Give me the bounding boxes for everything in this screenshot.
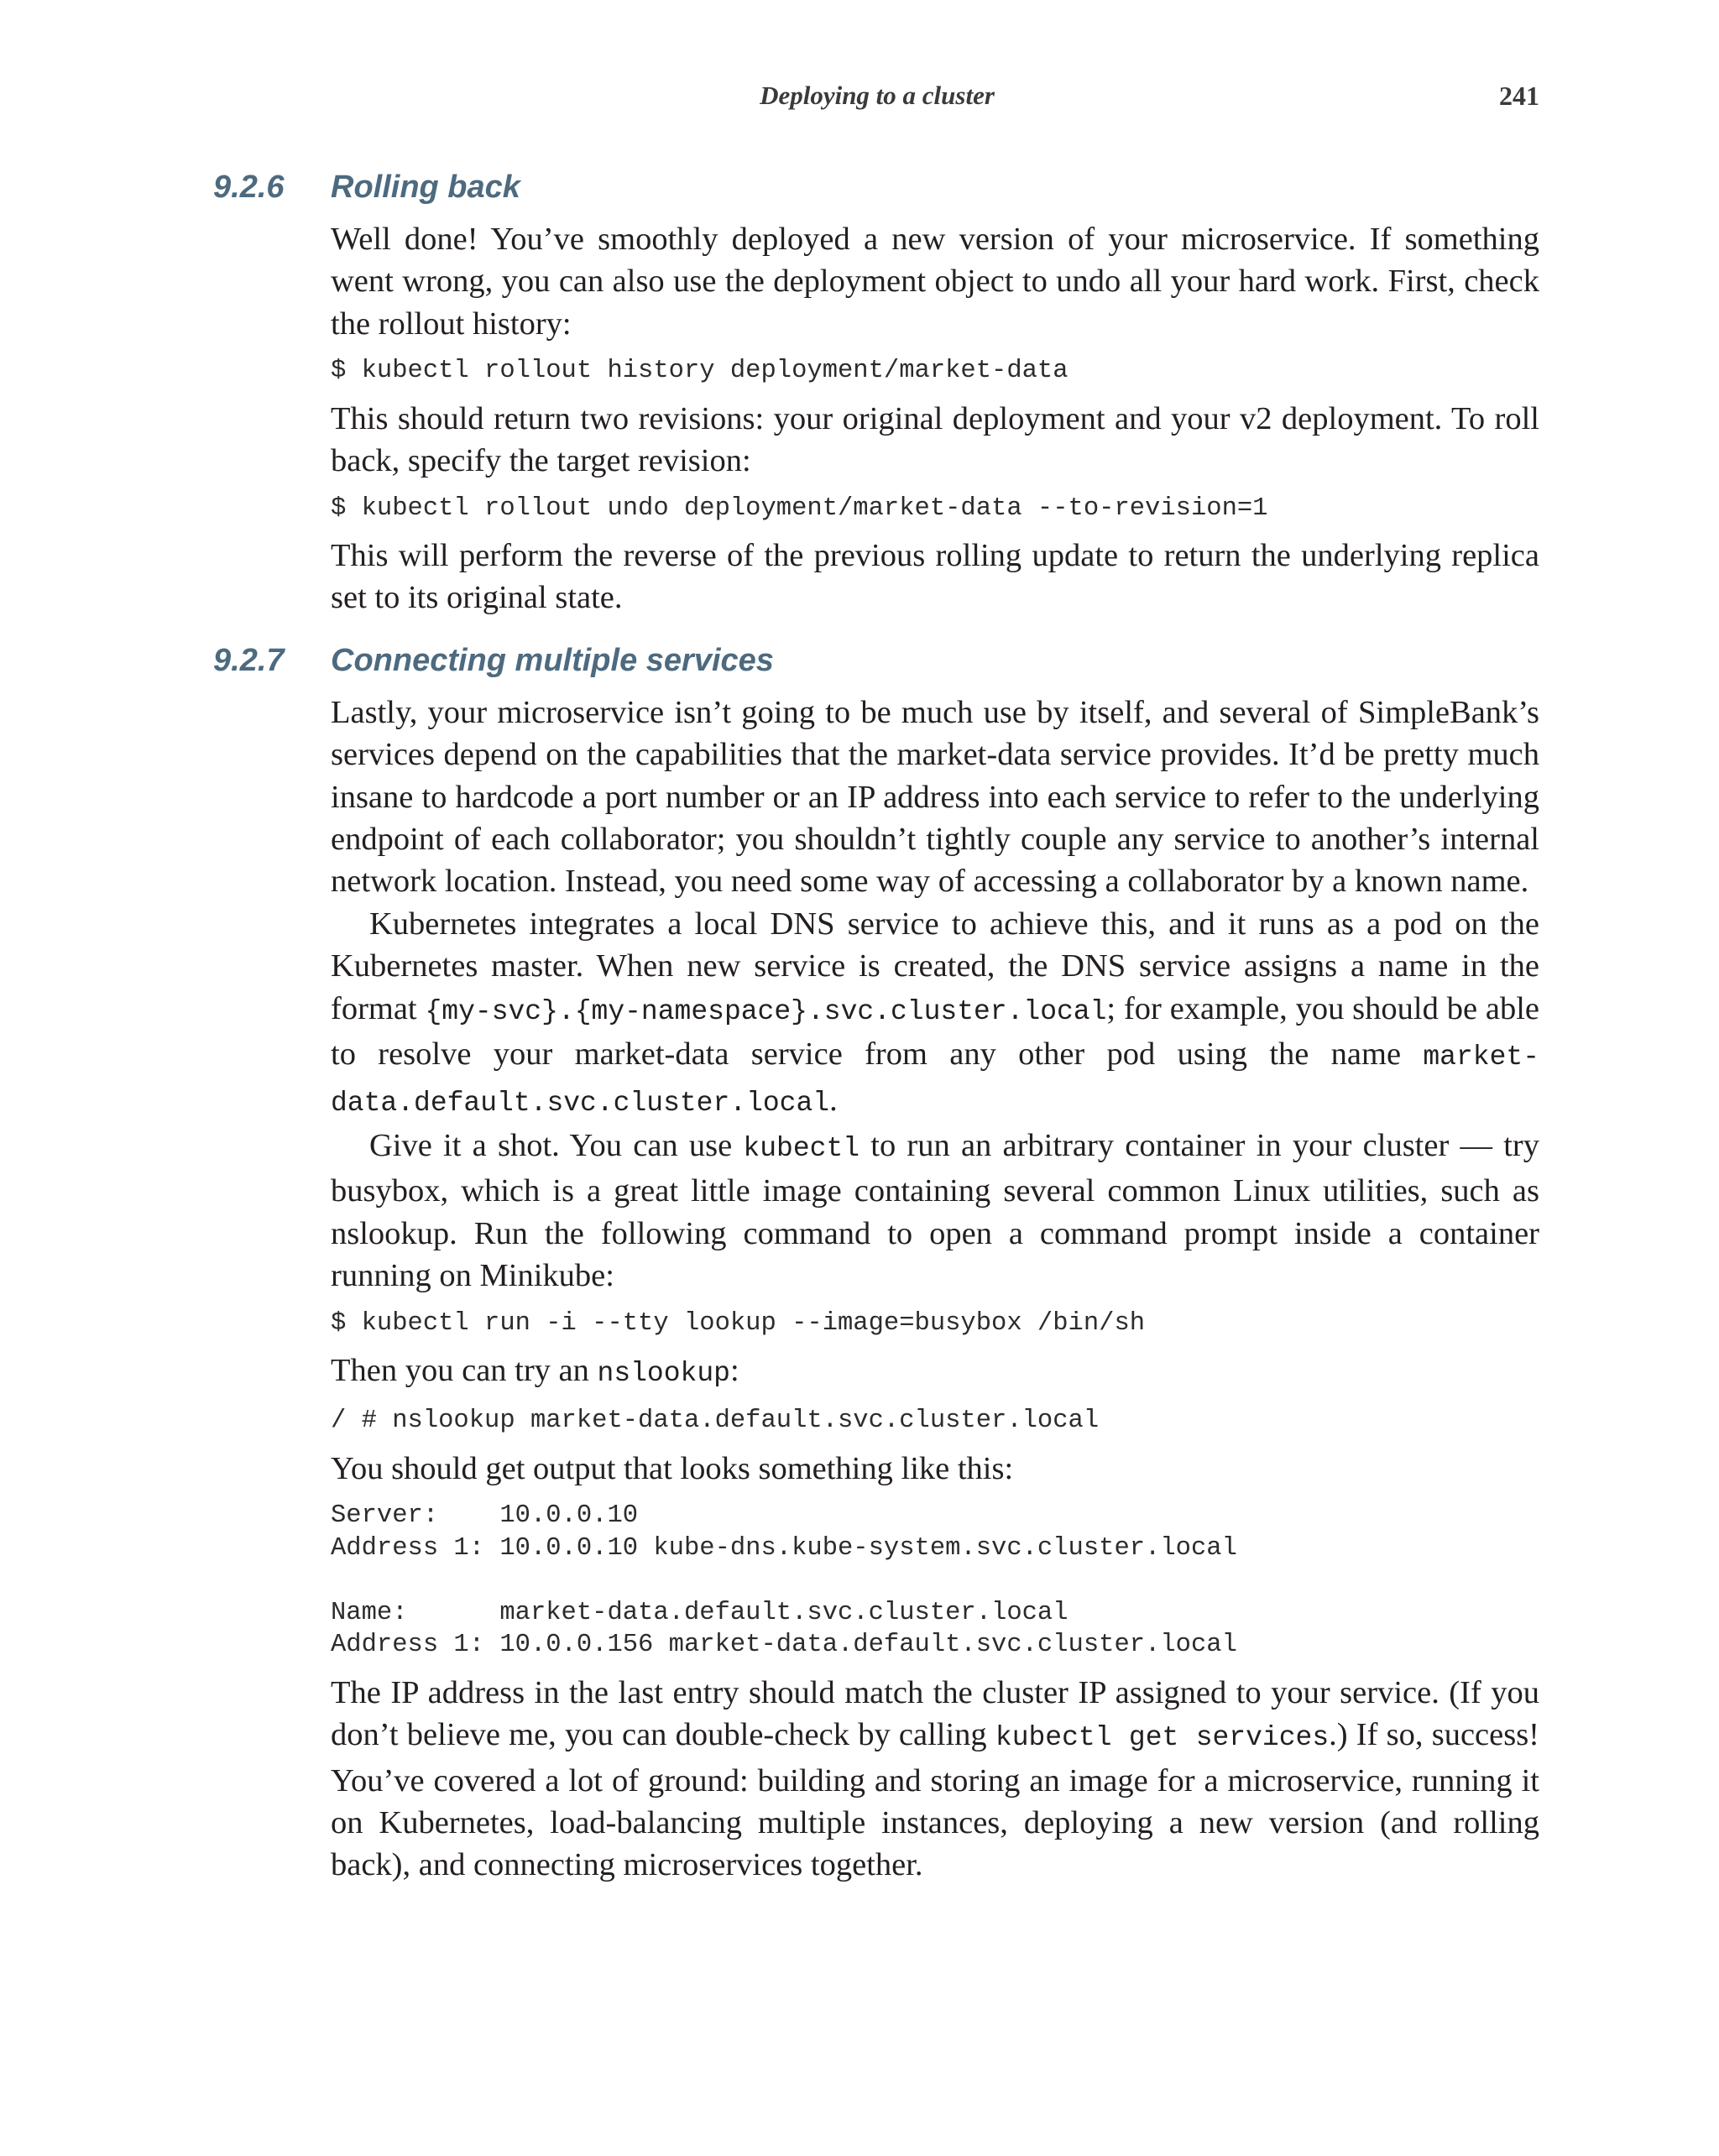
inline-code: {my-svc}.{my-namespace}.svc.cluster.local xyxy=(425,995,1107,1027)
output-line: Server: 10.0.0.10 xyxy=(331,1501,639,1531)
page-number: 241 xyxy=(1499,81,1539,111)
running-header xyxy=(0,81,1719,119)
code-block: $ kubectl run -i --tty lookup --image=busybox /bin/sh xyxy=(331,1308,1146,1338)
paragraph: Lastly, your microservice isn’t going to be much use by itself, and several of SimpleBank’s services depend on the capabilities that the market-data service provides. It’d be pretty much insane to hardcode a port number or an IP address into each service to refer to the underlying endpoint of each collaborator; you shouldn’t tightly couple any service to another’s internal network location. Instead, you need some way of accessing a collaborator by a known name. xyxy=(331,694,1539,900)
code-block: $ kubectl rollout history deployment/market-data xyxy=(331,357,1068,386)
code-block: $ kubectl rollout undo deployment/market-data --to-revision=1 xyxy=(331,493,1268,523)
page-body xyxy=(213,164,1540,1887)
inline-code: nslookup xyxy=(597,1358,730,1390)
running-title: Deploying to a cluster xyxy=(760,81,995,110)
section-number: 9.2.6 xyxy=(213,170,285,205)
section-title: Rolling back xyxy=(331,170,520,205)
inline-code: kubectl get services xyxy=(995,1722,1330,1754)
inline-code: kubectl xyxy=(743,1132,860,1164)
output-line: Address 1: 10.0.0.156 market-data.default.svc.cluster.local xyxy=(331,1631,1237,1660)
section-heading-9-2-7 xyxy=(213,638,1539,683)
section-heading-9-2-6 xyxy=(213,164,1539,210)
paragraph: Kubernetes integrates a local DNS service to achieve this, and it runs as a pod on the Kubernetes master. When new service is created, the DNS service assigns a name in the format {my-svc}.{my-namespace}.svc.cluster.local; for example, you should be able to resolve your market-data service from any other pod using the name market-data.default.svc.cluster.local. xyxy=(331,906,1540,1119)
output-line: Address 1: 10.0.0.10 kube-dns.kube-system.svc.cluster.local xyxy=(331,1533,1237,1563)
paragraph: Give it a shot. You can use kubectl to run an arbitrary container in your cluster — try busybox, which is a great little image containing several common Linux utilities, such as nslookup. Run the following command to open a command prompt inside a container running on Minikube: xyxy=(331,1127,1539,1294)
section-title: Connecting multiple services xyxy=(331,642,774,678)
inline-code: market-data.default.svc.cluster.local xyxy=(331,1041,1539,1119)
output-block xyxy=(331,1500,1539,1662)
paragraph: This will perform the reverse of the previous rolling update to return the underlying replica set to its original state. xyxy=(331,538,1539,616)
paragraph: This should return two revisions: your original deployment and your v2 deployment. To roll back, specify the target revision: xyxy=(331,400,1539,479)
section-number: 9.2.7 xyxy=(213,642,285,678)
output-line: Name: market-data.default.svc.cluster.local xyxy=(331,1598,1068,1627)
paragraph: Then you can try an nslookup: xyxy=(331,1353,739,1390)
paragraph: The IP address in the last entry should match the cluster IP assigned to your service. (If you don’t believe me, you can double-check by calling kubectl get services.) If so, success! You’ve covered a lot of ground: building and storing an image for a microservice, running it on Kubernetes, load-balancing multiple instances, deploying a new version (and rolling back), and connecting microservices together. xyxy=(331,1674,1539,1883)
paragraph: Well done! You’ve smoothly deployed a new version of your microservice. If something went wrong, you can also use the deployment object to undo all your hard work. First, check the rollout history: xyxy=(331,222,1539,342)
paragraph: You should get output that looks something like this: xyxy=(331,1450,1014,1486)
code-block: / # nslookup market-data.default.svc.cluster.local xyxy=(331,1407,1100,1436)
